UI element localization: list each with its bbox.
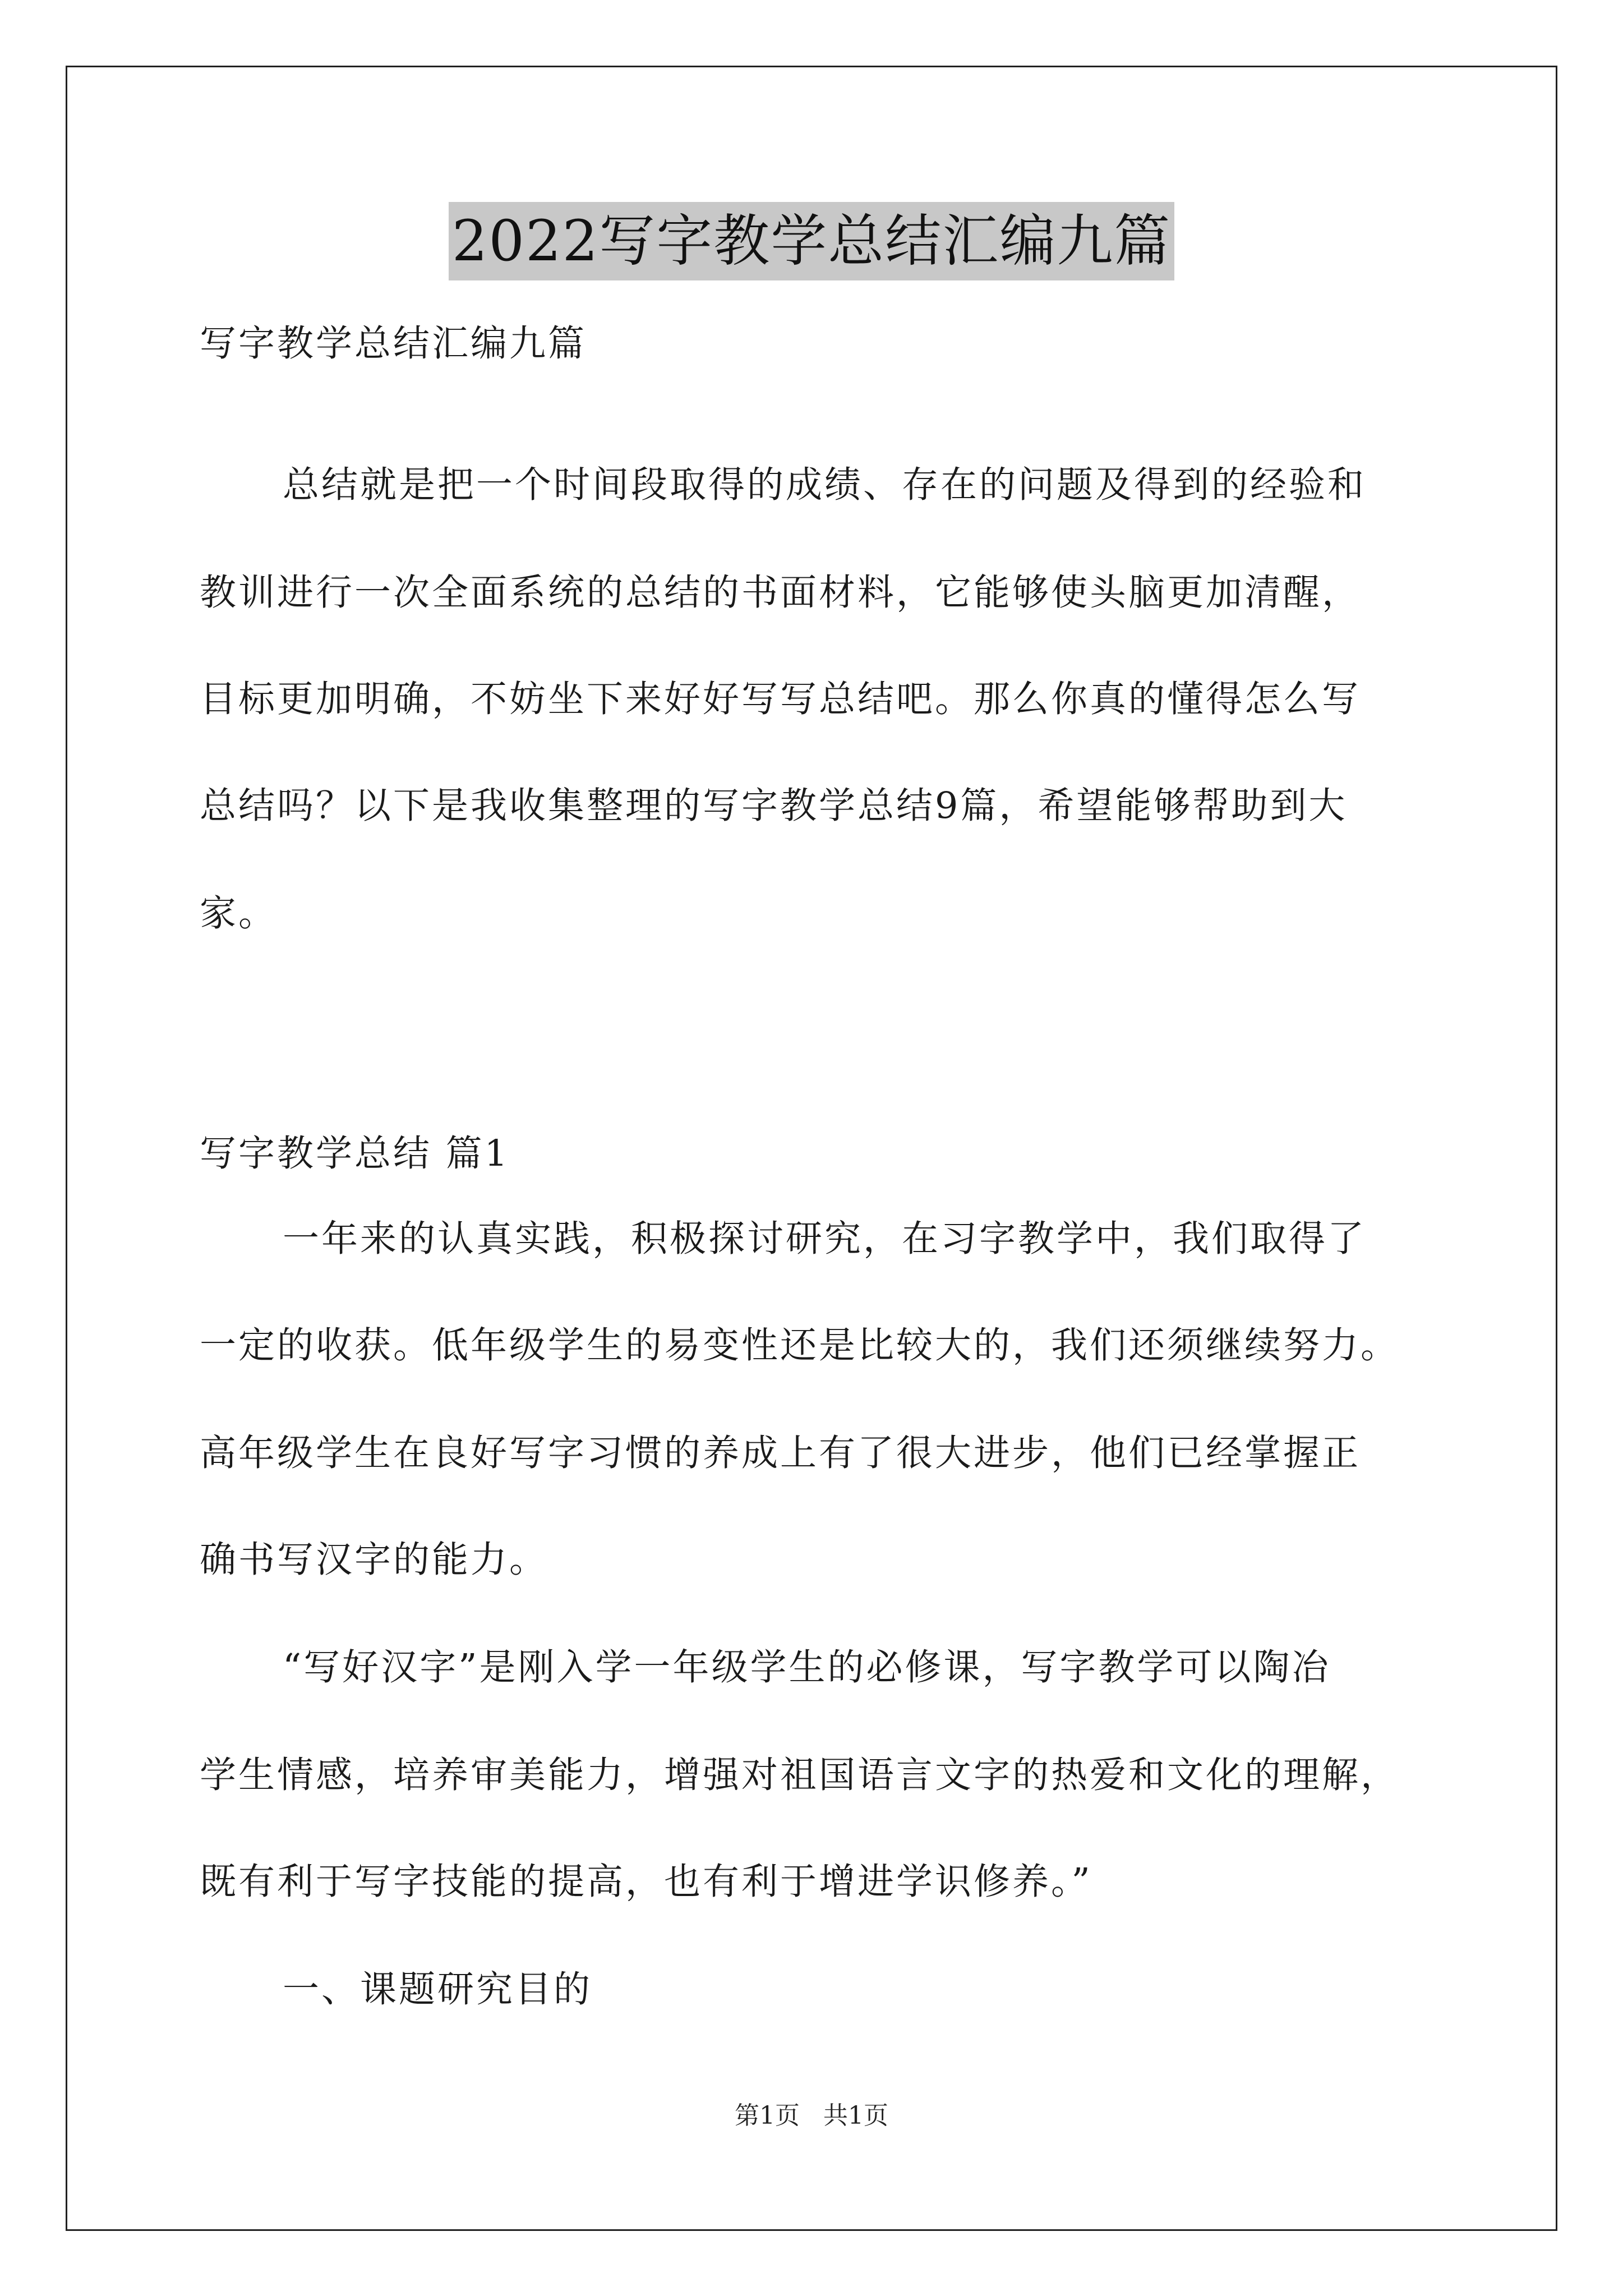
subtitle-line: 写字教学总结汇编九篇 bbox=[200, 323, 587, 365]
subsection-heading: 一、课题研究目的 bbox=[283, 1968, 593, 2010]
page-total: 共1页 bbox=[823, 2101, 888, 2130]
paragraph-line: 总结吗？以下是我收集整理的写字教学总结9篇，希望能够帮助到大 bbox=[200, 785, 1348, 827]
page-number: 第1页 bbox=[735, 2101, 800, 2130]
paragraph-line: 一定的收获。低年级学生的易变性还是比较大的，我们还须继续努力。 bbox=[200, 1324, 1400, 1366]
paragraph-line: 目标更加明确，不妨坐下来好好写写总结吧。那么你真的懂得怎么写 bbox=[200, 678, 1361, 720]
paragraph-line: 家。 bbox=[200, 892, 278, 935]
paragraph-line: 高年级学生在良好写字习惯的养成上有了很大进步，他们已经掌握正 bbox=[200, 1432, 1361, 1474]
document-title: 2022写字教学总结汇编九篇 bbox=[449, 202, 1175, 280]
paragraph-line: 总结就是把一个时间段取得的成绩、存在的问题及得到的经验和 bbox=[283, 464, 1367, 506]
paragraph-line: “写好汉字”是刚入学一年级学生的必修课，写字教学可以陶冶 bbox=[283, 1646, 1331, 1688]
page-footer bbox=[0, 2099, 1623, 2133]
section-heading: 写字教学总结 篇1 bbox=[200, 1133, 510, 1175]
paragraph-line: 学生情感，培养审美能力，增强对祖国语言文字的热爱和文化的理解， bbox=[200, 1754, 1400, 1796]
paragraph-line: 既有利于写字技能的提高，也有利于增进学识修养。” bbox=[200, 1861, 1092, 1903]
paragraph-line: 教训进行一次全面系统的总结的书面材料，它能够使头脑更加清醒， bbox=[200, 572, 1361, 614]
title-container bbox=[0, 202, 1623, 280]
paragraph-line: 确书写汉字的能力。 bbox=[200, 1539, 548, 1581]
paragraph-line: 一年来的认真实践，积极探讨研究，在习字教学中，我们取得了 bbox=[283, 1218, 1367, 1260]
